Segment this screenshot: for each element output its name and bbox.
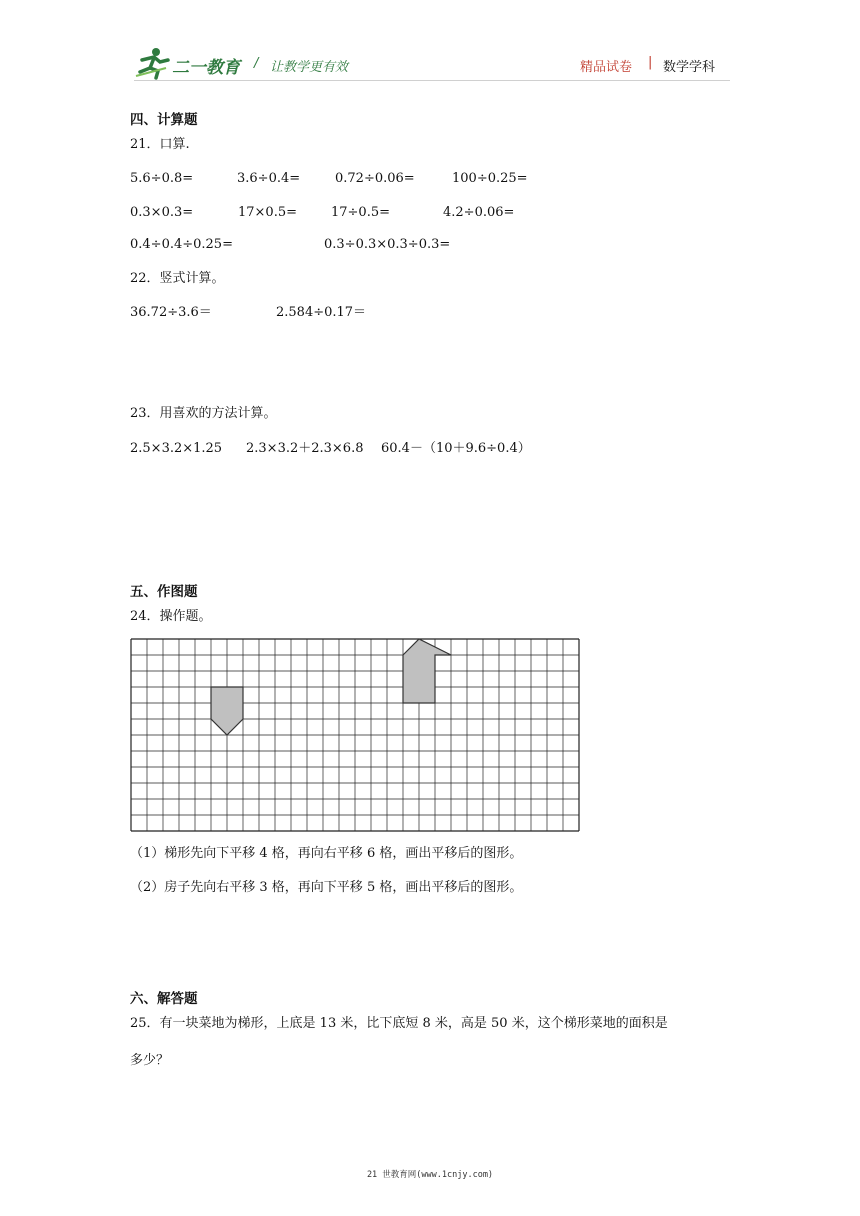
q21-item: 0.3÷0.3×0.3÷0.3= <box>324 237 451 252</box>
section-title-calculation: 四、计算题 <box>130 112 198 128</box>
q23-item: 60.4－（10＋9.6÷0.4） <box>381 441 531 456</box>
q21-item: 0.4÷0.4÷0.25= <box>130 237 233 252</box>
header-separator: | <box>648 55 653 70</box>
q22-title: 22．竖式计算。 <box>130 271 225 286</box>
section-title-word-problems: 六、解答题 <box>130 991 198 1007</box>
q22-item: 36.72÷3.6＝ <box>130 305 212 320</box>
q24-part1: （1）梯形先向下平移 4 格，再向右平移 6 格，画出平移后的图形。 <box>130 846 523 861</box>
runner-logo-icon <box>134 46 174 80</box>
brand-name: 二一教育 <box>172 58 240 78</box>
q21-item: 100÷0.25= <box>452 171 528 186</box>
brand-slash: / <box>254 56 259 71</box>
header-tag: 精品试卷 <box>580 60 633 75</box>
page-footer: 21 世教育网(www.1cnjy.com) <box>366 1170 494 1180</box>
q21-item: 3.6÷0.4= <box>237 171 301 186</box>
brand-slogan: 让教学更有效 <box>270 60 349 75</box>
q21-item: 5.6÷0.8= <box>130 171 194 186</box>
square-grid <box>130 638 580 832</box>
q24-title: 24．操作题。 <box>130 609 212 624</box>
q21-item: 0.72÷0.06= <box>335 171 415 186</box>
header-divider <box>134 80 730 81</box>
q21-item: 17÷0.5= <box>331 205 391 220</box>
q21-item: 0.3×0.3= <box>130 205 194 220</box>
q25-line1: 25．有一块菜地为梯形，上底是 13 米，比下底短 8 米，高是 50 米，这个梯形菜地的面积是 <box>130 1016 668 1031</box>
q21-title: 21．口算. <box>130 137 190 152</box>
header-subject: 数学学科 <box>663 60 716 75</box>
q22-item: 2.584÷0.17＝ <box>276 305 367 320</box>
q24-part2: （2）房子先向右平移 3 格，再向下平移 5 格，画出平移后的图形。 <box>130 880 523 895</box>
q21-item: 17×0.5= <box>238 205 298 220</box>
q25-line2: 多少？ <box>130 1053 170 1068</box>
q21-item: 4.2÷0.06= <box>443 205 515 220</box>
trapezoid-shape <box>211 687 243 735</box>
q23-item: 2.5×3.2×1.25 <box>130 441 223 456</box>
q23-title: 23．用喜欢的方法计算。 <box>130 406 277 421</box>
q23-item: 2.3×3.2＋2.3×6.8 <box>246 441 364 456</box>
grid-lines <box>131 639 579 831</box>
section-title-drawing: 五、作图题 <box>130 584 198 600</box>
